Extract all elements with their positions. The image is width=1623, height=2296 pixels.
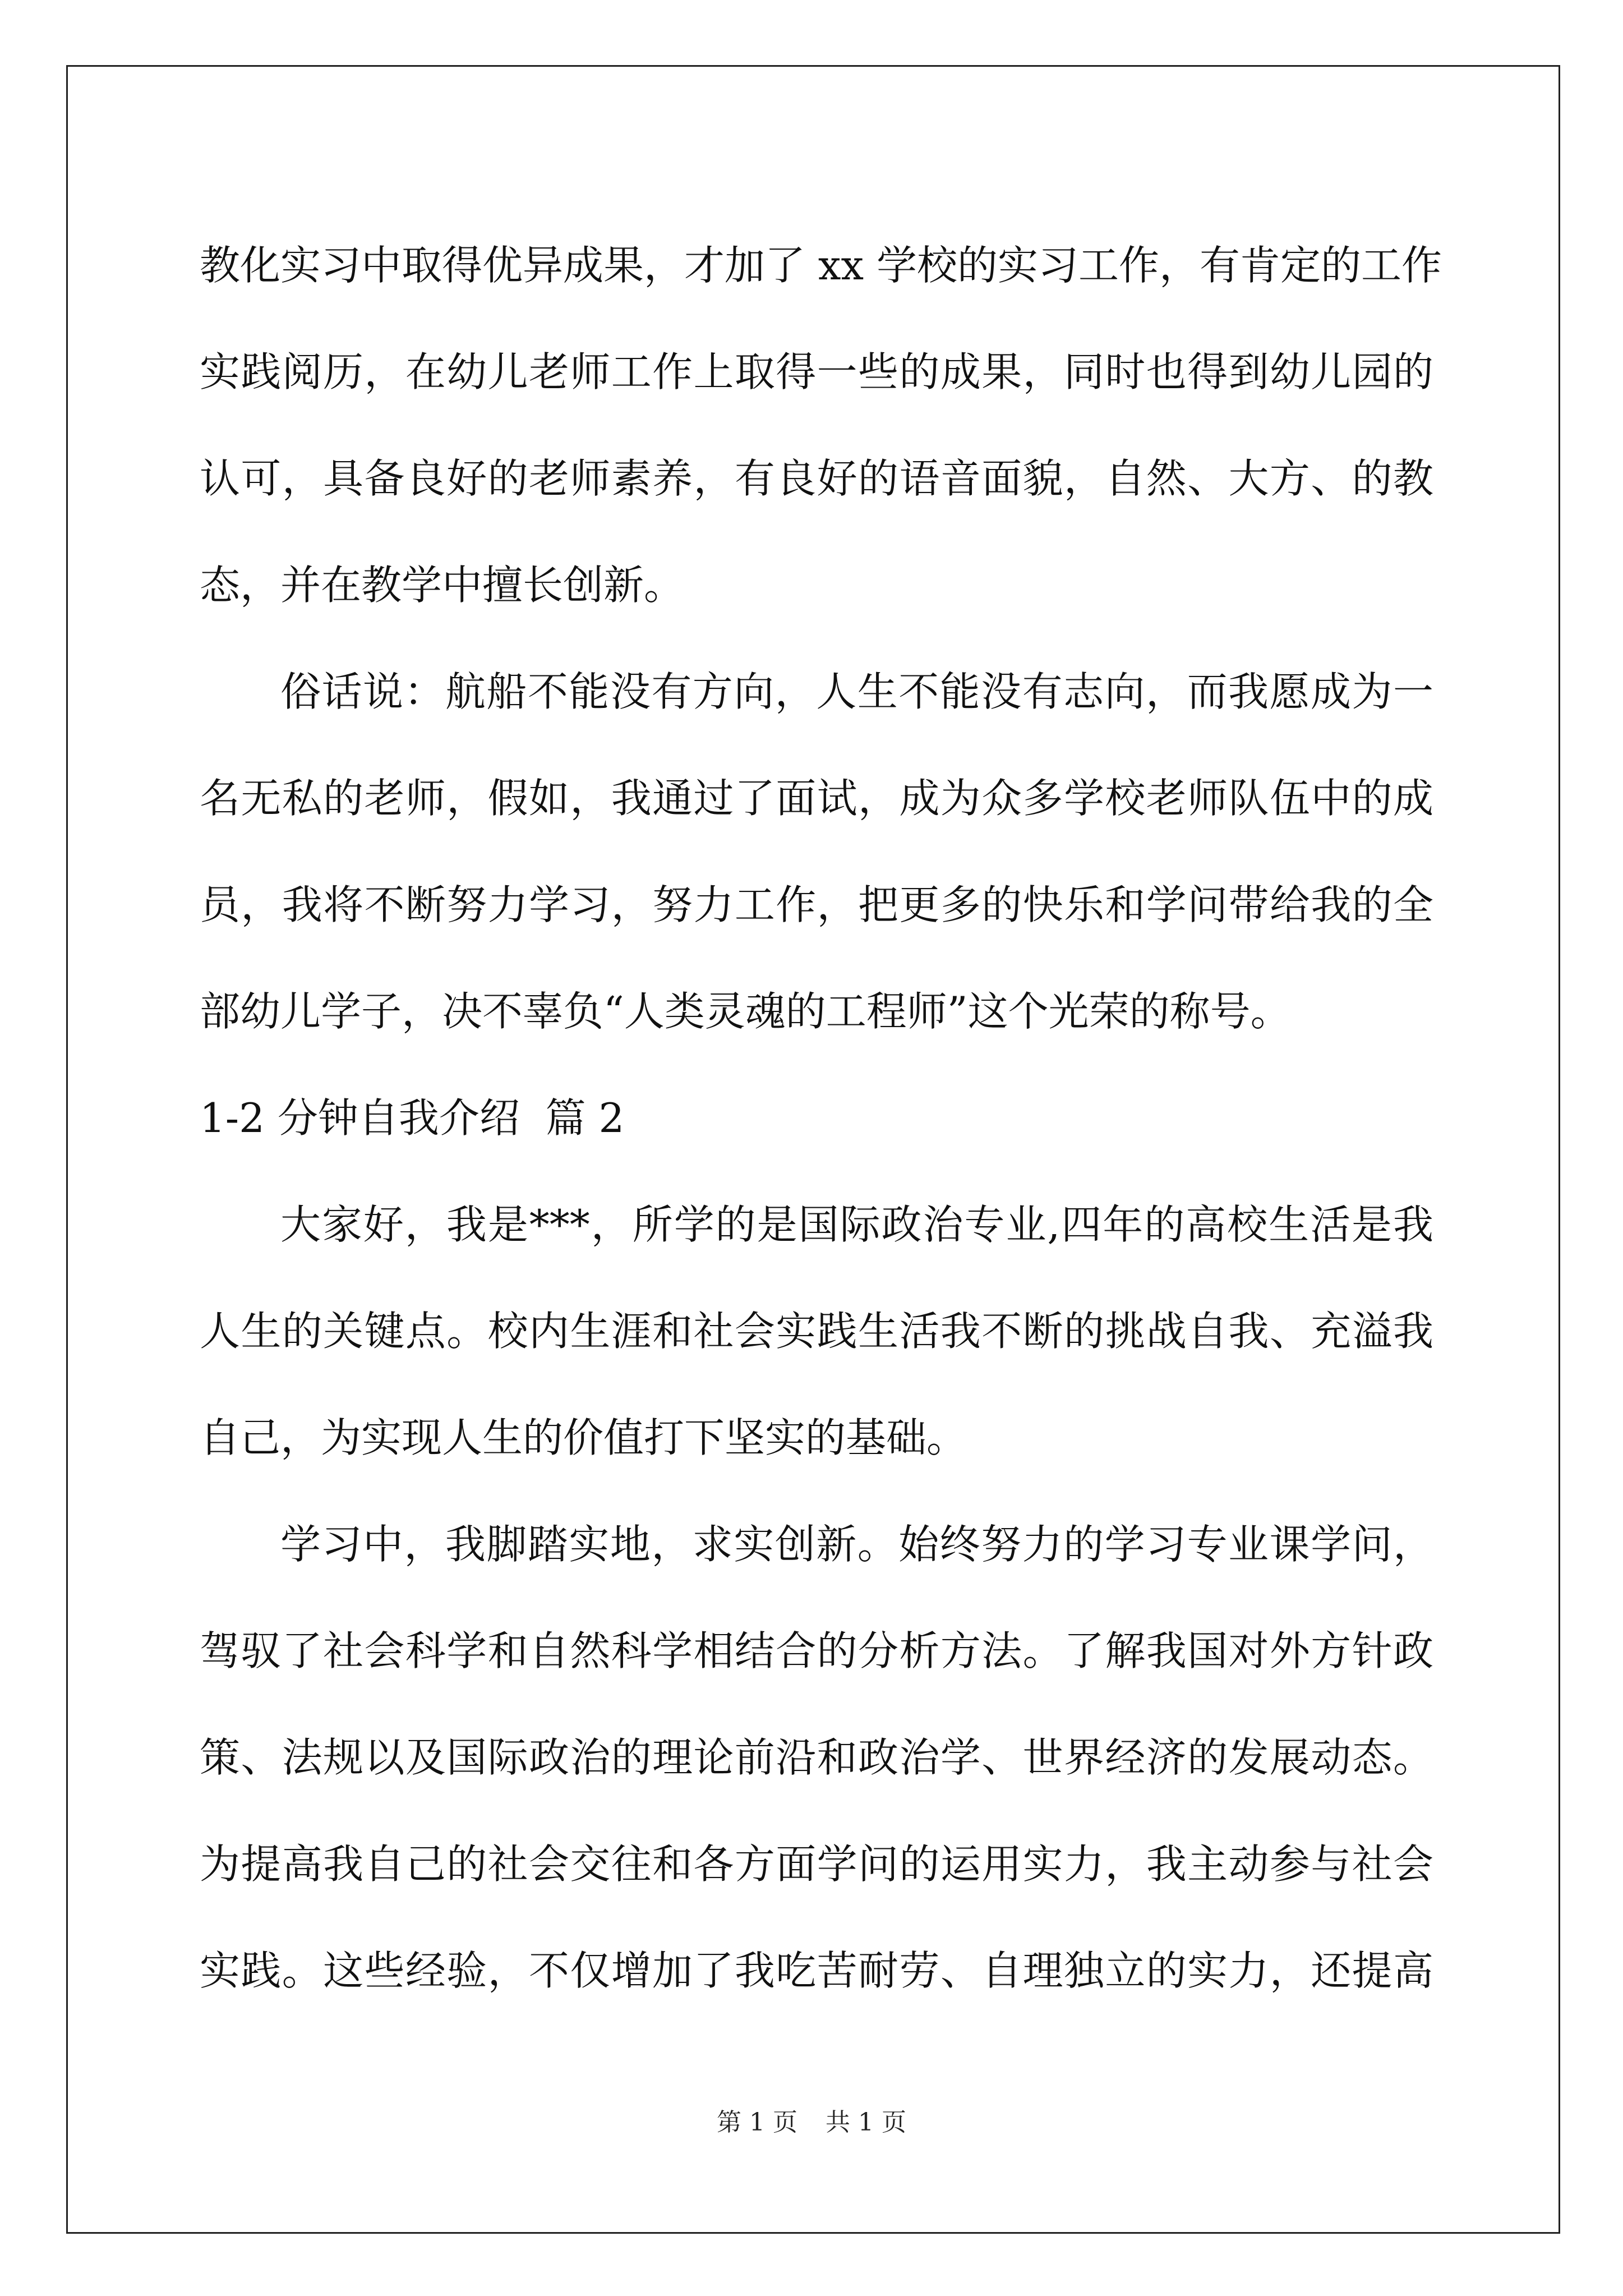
- page-footer: [0, 2102, 1623, 2138]
- paragraph-4-line-5: 实践。这些经验，不仅增加了我吃苦耐劳、自理独立的实力，还提高: [200, 1947, 1433, 1994]
- paragraph-2-line-1: 俗话说：航船不能没有方向，人生不能没有志向，而我愿成为一: [280, 668, 1433, 715]
- paragraph-4-line-4: 为提高我自己的社会交往和各方面学问的运用实力，我主动参与社会: [200, 1841, 1433, 1888]
- page-number: 第 1 页: [717, 2108, 797, 2137]
- paragraph-1-line-3: 认可，具备良好的老师素养，有良好的语音面貌，自然、大方、的教: [200, 455, 1433, 502]
- page-total: 共 1 页: [826, 2108, 906, 2137]
- paragraph-1-line-2: 实践阅历，在幼儿老师工作上取得一些的成果，同时也得到幼儿园的: [200, 348, 1433, 395]
- paragraph-3-line-2: 人生的关键点。校内生涯和社会实践生活我不断的挑战自我、充溢我: [200, 1308, 1433, 1355]
- document-body: [200, 212, 1442, 2024]
- paragraph-1-line-1: 教化实习中取得优异成果，才加了 xx 学校的实习工作，有肯定的工作: [200, 242, 1442, 289]
- paragraph-4-line-2: 驾驭了社会科学和自然科学相结合的分析方法。了解我国对外方针政: [200, 1627, 1433, 1674]
- paragraph-2-line-3: 员，我将不断努力学习，努力工作，把更多的快乐和学问带给我的全: [200, 881, 1433, 928]
- paragraph-2-line-4: 部幼儿学子，决不辜负“人类灵魂的工程师”这个光荣的称号。: [200, 988, 1291, 1035]
- paragraph-2-line-2: 名无私的老师，假如，我通过了面试，成为众多学校老师队伍中的成: [200, 775, 1433, 822]
- paragraph-3-line-3: 自己，为实现人生的价值打下坚实的基础。: [200, 1414, 967, 1461]
- paragraph-3-line-1: 大家好，我是***，所学的是国际政治专业,四年的高校生活是我: [280, 1201, 1433, 1248]
- paragraph-1-line-4: 态，并在教学中擅长创新。: [200, 562, 685, 609]
- paragraph-4-line-3: 策、法规以及国际政治的理论前沿和政治学、世界经济的发展动态。: [200, 1734, 1433, 1781]
- paragraph-4-line-1: 学习中，我脚踏实地，求实创新。始终努力的学习专业课学问，: [280, 1521, 1433, 1568]
- section-heading: 1-2 分钟自我介绍 篇 2: [200, 1094, 625, 1142]
